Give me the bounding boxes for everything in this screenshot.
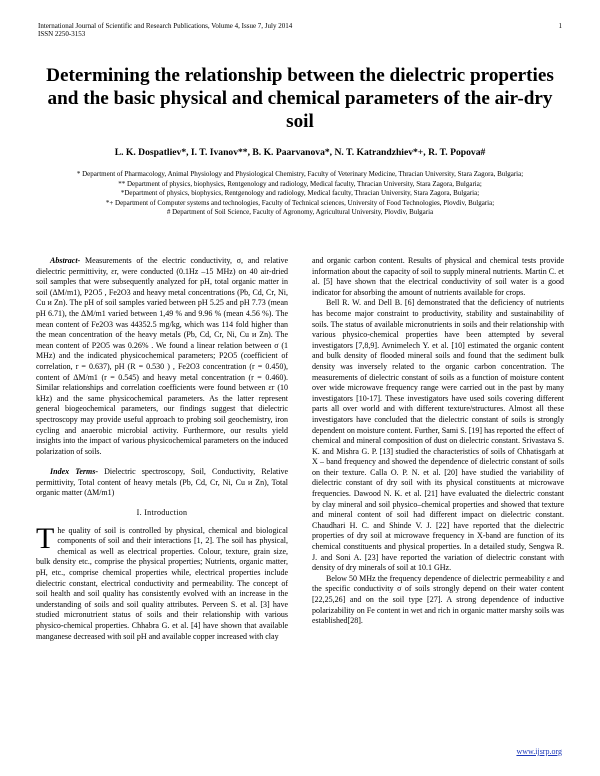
index-terms-label: Index Terms- (50, 467, 99, 477)
affiliation-1: * Department of Pharmacology, Animal Physiology and Physiological Chemistry, Faculty of Veterinary Medicine, Thracian University, Stara Zagora, Bulgaria; (76, 170, 524, 178)
journal-citation: International Journal of Scientific and Research Publications, Volume 4, Issue 7, July 2014 (38, 22, 293, 30)
section-heading-introduction: I. Introduction (136, 508, 188, 518)
journal-website-link[interactable]: www.ijsrp.org (516, 747, 562, 756)
abstract-text: Measurements of the electric conductivity, σ, and relative dielectric permittivity, εr, were conducted (0.1Hz –15 MHz) on 40 air-dried soil samples that were subsequently analyzed for pH, total organic matter in soil (ΔM/m1), P2O5 , Fe2O3 and heavy metal concentrations (Pb, Cd, Cr, Ni, Cu и Zn). The pH of soil samples varied between pH 5.25 and pH 7.73 (mean pH 6.71), the ΔM/m1 varied between 1,49 % and 9.96 % (mean 4.56 %). The mean content of Fe2O3 was 44352.5 mg/kg, which was 114 fold higher than the mean concentration of the heavy metals (Pb, Cd, Cr, Ni, Cu и Zn). The mean content of P2O5 was 0.26% . We found a linear relation between σ (1 MHz) and the indicated physicochemical parameters; P2O5 (coefficient of correlation, r = 0.637), pH (R = 0.530 ) , Fe2O3 concentration (r = 0.450), content of ΔM/m1 (r = 0.545) and heavy metal concentration (r = 0.460). Similar relationships and correlation coefficients were found between εr (10 kHz) and the same physicochemical parameters. As the latter represent general biogeochemical parameters, our findings suggest that dielectric spectroscopy may provide useful approach to probing soil geochemistry, iron cycling and anaerobic microbial activity. Furthermore, our results yield insights into the impact of various physicochemical parameters on the induced polarization of soils. (36, 256, 288, 456)
affiliation-3: *Department of physics, biophysics, Rentgenology and radiology, Medical faculty, Thracian University, Stara Zagora, Bulgaria; (120, 189, 480, 198)
abstract (36, 256, 288, 457)
author-list: L. K. Dospatliev*, I. T. Ivanov**, B. K. Paarvanova*, N. T. Katrandzhiev*+, R. T. Popova# (114, 147, 486, 158)
intro-paragraph (36, 521, 288, 643)
page-number: 1 (558, 22, 562, 30)
abstract-label: Abstract- (50, 256, 81, 265)
affiliations (40, 170, 560, 218)
affiliation-2: ** Department of physics, biophysics, Rentgenology and radiology, Medical faculty, Thracian University, Stara Zagora, Bulgaria; (118, 179, 482, 188)
affiliation-4: *+ Department of Computer systems and technologies, Faculty of Technical sciences, University of Food Technologies, Plovdiv, Bulgaria; (105, 198, 495, 207)
left-column (36, 256, 288, 642)
drop-cap: T (36, 521, 55, 555)
index-terms (36, 467, 288, 499)
right-paragraph-3: Below 50 MHz the frequency dependence of dielectric permeability ε and the specific conductivity σ of soils strongly depend on their water content [22,25,26] and on the soil type [27]. A strong dependence of inductive polarizability on Fe content in wet and rich in organic matter marshy soils was established[28]. (312, 573, 564, 626)
issn: ISSN 2250-3153 (38, 30, 86, 39)
right-paragraph-1: and organic carbon content. Results of physical and chemical tests provide information about the capacity of soil to supply mineral nutrients. Martin C. et al. [5] have shown that the electrical conductivity of soil water is a good indicator for absorbing the amount of nutrients available for crops. (312, 256, 564, 297)
affiliation-5: # Department of Soil Science, Faculty of Agronomy, Agricultural University, Plovdiv, Bulgaria (166, 208, 434, 217)
paper-title: Determining the relationship between the dielectric properties and the basic physical and chemical parameters of the air-dry soil (46, 65, 554, 132)
running-header (38, 22, 562, 39)
index-terms-text: Dielectric spectroscopy, Soil, Conductivity, Relative permittivity, Total content of heavy metals (Pb, Cd, Cr, Ni, Cu и Zn), Total organic matter (ΔM/m1) (36, 467, 288, 498)
intro-text: he quality of soil is controlled by physical, chemical and biological components of soil and their interactions [1, 2]. The soil has physical, chemical as well as electrical properties. Colour, texture, grain size, bulk density etc., comprise the physical properties; Nutrients, organic matter, pH, etc., comprise chemical properties while, electrical properties include dielectric constant, electrical conductivity and permeability. The concept of soil health and soil quality has consistently evolved with an increase in the understanding of soils and soil quality attributes. Perveen S. et al. [3] have studied micronutrient status of soils and their relationship with various physico-chemical properties. Chhabra G. et al. [4] have shown that available manganese decreased with soil pH and available copper increased with clay (36, 525, 288, 641)
right-column (312, 256, 564, 627)
right-paragraph-2: Bell R. W. and Dell B. [6] demonstrated that the deficiency of nutrients has become major constraint to productivity, stability and sustainability of soils. The status of available micronutrients in soils and their relationship with various physico-chemical properties have been attempted by several investigators [7,8,9]. Avnimelech Y. et al. [10] estimated the organic content and bulk density of flooded mineral soils and found that the sediment bulk density was inversely related to the organic carbon concentration. The measurements of dielectric constant of soils as a function of moisture content over wide microwave frequency range were carried out in the past by many investigators [10-17]. These investigators have used soils covering different parts all over world and with different texture/structures. Almost all these investigators have concluded that the dielectric constant of soils is strongly dependent on moisture content. Further, Sami S. [19] has reported the effect of chemical and mineral composition of dust on dielectric constant. Srivastava S. K. and Mishra G. P. [13] studied the characteristics of soils of Chhatisgarh at X – band frequency and showed the dependence of dielectric constant of soils on their texture. Calla O. P. N. et al. [20] have studied the variability of dielectric constant of dry soil with its physical constituents at microwave frequencies. Dawood N. K. et al. [21] have evaluated the dielectric constant by clay mineral and soil physico–chemical properties and showed that texture and mineral content of soil had different impact on dielectric constant. Chaudhari H. C. and Shinde V. J. [22] have reported that the dielectric properties of dry soil at microwave frequency in X-band are function of its chemical constituents and physical properties. In a detailed study, Sengwa R. J. and Soni A. [23] have reported the variation of dielectric constant with density of dry minerals of soil at 10.1 GHz. (312, 298, 564, 573)
